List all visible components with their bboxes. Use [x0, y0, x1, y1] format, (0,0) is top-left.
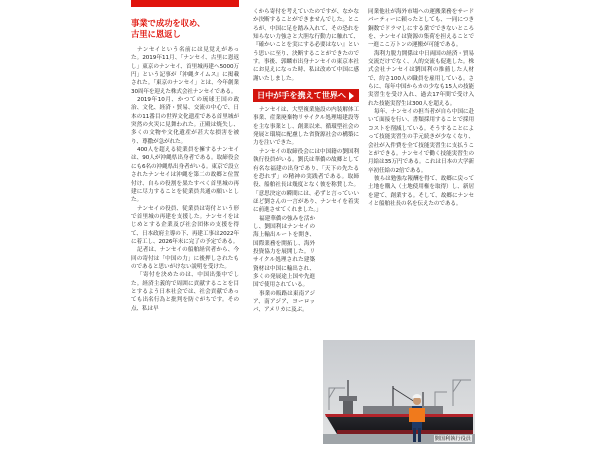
banner-title: 日中が手を携えて世界へ	[257, 90, 346, 101]
paragraph: 2019年10月、かつての琉球王国の政治、文化、経済・貿易、交流の中心で、日本の11番目の世界文化遺産である首里城が突然の火災に見舞われた。正殿は焼失し、多くの文物や文化遺産が甚大な損害を被り、尊撒が急がれた。	[131, 97, 239, 145]
triangle-arrow-icon	[349, 92, 354, 100]
paragraph: 400人を超える従業員を擁するナンセイは、90人が沖縄県出身者である。取締役会にも6名の沖縄県出身者がいる。東京で設立されたナンセイは沖縄を第二の故郷と位置付け、自らの役割を果たすべく首里城の再建に尽力することを従業員共通の願いとした。	[131, 147, 239, 204]
paragraph: ナンセイは、大型複業施設の内装解体工事業、産業廃棄物リサイクル処理場建設等を主な事業とし、創業以来、循環型社会の発展と環境に配慮した省資源社会の構築に力を注いできた。	[253, 107, 359, 147]
paragraph: 「寄付を決めたのは、中国出張中でした。経済主義的で周囲に貢献することを目とするよう日本社会では、社会貢献であっても出名行為と批判を防ぐがちです。その点、私は早	[131, 272, 239, 312]
paragraph: 事業の販路は東南アジア、南アジア、ヨーロッパ、アメリカに及ぶ。	[253, 290, 315, 314]
cargo-ship-image	[323, 340, 475, 444]
right-column	[368, 8, 474, 208]
paragraph: 福建華僑の強みを活かし、劉国利はナンセイの海上輸出ルートを開き、国際業務を開拓し、海外投資協力を展開した。リサイクル処理された建築資材は中国に輸出され、多くの発展途上国や先進国で使用されている。	[253, 215, 315, 289]
section-headline	[131, 18, 239, 40]
section-banner	[253, 89, 359, 102]
left-column	[131, 8, 239, 313]
paragraph: 同業他社が海外市場への運搬業務をサードパーティーに頼ったとしても、一同につき銅数でドラマしにする業でできないところを、ナンセイは資源の集荷を担えることで一進ここ万トンの運搬が可能である。	[368, 9, 474, 49]
ship-photo	[323, 340, 475, 444]
paragraph: ナンセイの役員、従業員は寄付という形で首里城の再建を支援した。ナンセイをはじめとする企業及び社会団体の支援を得て、日本政府主導の下、再建工事は2022年に着工し、2026年末に完了の予定である。	[131, 205, 239, 245]
paragraph: 彼らは勉強な報酬を得て、故郷に戻って土地を購入（土地使用権を取得）し、新居を建て、創業する。そして、故郷にナンセイと船舶社長の名を伝えたのである。	[368, 175, 474, 207]
narrow-text-block	[253, 215, 315, 315]
middle-column	[253, 8, 359, 315]
paragraph: くから寄付を考えていたのですが、なかなか決断することができませんでした。ところが、中国に足を踏み入れて、その恐れを知らない力強さと大胆な行動力に触れて、『確かいことを実にする必要はない』という思いに至り、決断することができたのです。事後、郭麟市出身ナンセイの東京本社にお見えになった時、私は改めて中国に感謝いたしました。	[253, 9, 359, 82]
headline-line-2: 古里に恩返し	[131, 29, 181, 39]
paragraph: 海利力脱力開係は中日両国の経済・貿易交流だけでなく、人的交流も促進した。株式会社ナンセイは劉国利の推薦した人材で、約さ100人の職員を雇用している。さらに、毎年中国からカの少なも15人の技能実習生を受け入れ、過去17年間で受け入れた技能実習生は300人を超える。	[368, 50, 474, 107]
paragraph: ナンセイという名前には見覚えがあった。2019年11月、「ナンセイ、古里に恩返し」東京のナンセイ、首里城再建へ5000万円」という記事が『沖縄タイムス』に掲載された。「東京のナンセイ」とは、今年創業30周年を迎えた株式会社ナンセイである。	[131, 47, 239, 95]
paragraph: 記者は、ナンセイの船舶経営者から、今回の寄付は「中国の力」に後押しされたものであると思いがけない説明を受けた。	[131, 247, 239, 270]
headline-line-1: 事業で成功を収め、	[131, 18, 206, 28]
paragraph: ナンセイの取締役会には中国籍の劉国利執行役員がいる。劉氏は華僑の故郷として有名な福建の出身であり、「天下の先たるを恐れず」の精神の実践者である。取締役、船舶社長は幾度となく彼を称賛した。「意思決定の瞬間には、必ずと言っていいほど劉さんの一言があり、ナンセイを着実に前進させてくれました。」	[253, 148, 359, 214]
paragraph: 毎年、ナンセイの担当者が自ら中国に赴いて面接を行い、書類採用することで採用コストを削減している。そうすることによって技能実習生の手元続きが少なくなり、会社が入件費を全て技能実習生に支払うことができる。ナンセイで働く技能実習生の月給は35万円である。これは日本の大学新卒初任給の2倍である。	[368, 109, 474, 174]
photo-caption: 劉国利執行役員	[434, 436, 471, 442]
top-red-rule	[131, 0, 239, 7]
